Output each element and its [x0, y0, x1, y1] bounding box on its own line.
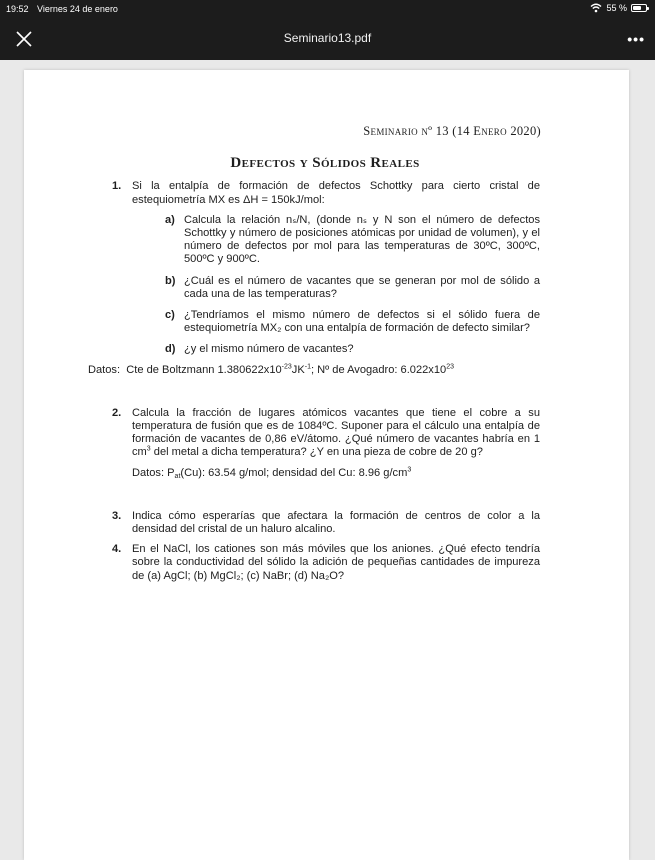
status-date: Viernes 24 de enero	[37, 4, 118, 14]
question-text: Calcula la fracción de lugares atómicos vacantes que tiene el cobre a su temperatura de fusión que es de 1084ºC. Suponer para el cálculo una entalpía de formación de vacantes de 0,86 eV/átomo. ¿Qué número de vacantes habría en 1 cm	[132, 406, 540, 459]
question-1a	[110, 214, 540, 267]
data-subscript: at	[174, 472, 181, 480]
question-1	[110, 180, 540, 206]
question-1c	[110, 309, 540, 335]
boltzmann-unit-exponent: -1	[304, 362, 311, 370]
battery-percent: 55 %	[606, 3, 627, 13]
document-title: Seminario13.pdf	[283, 31, 372, 45]
page-title: Defectos y Sólidos Reales	[230, 155, 420, 172]
question-3	[110, 510, 540, 536]
question-number: 4.	[112, 543, 122, 556]
question-number: 1.	[112, 180, 122, 193]
sub-label: c)	[165, 309, 175, 322]
question-text-cont: del metal a dicha temperatura? ¿Y en una pieza de cobre de 20 g?	[150, 446, 483, 459]
question-text: En el NaCl, los cationes son más móviles que los aniones. ¿Qué efecto tendría sobre la conductividad del sólido la adición de pequeñas cantidades de impureza de (a) AgCl; (b) MgCl₂; (c) NaBr; (d) Na₂O?	[132, 543, 540, 582]
question-1b	[110, 275, 540, 301]
question-4	[110, 543, 540, 583]
more-options-button[interactable]: •••	[627, 31, 645, 47]
viewer-toolbar	[0, 18, 655, 60]
boltzmann-unit: JK	[291, 363, 305, 376]
question-2-data	[110, 467, 540, 481]
question-1-data	[88, 364, 540, 377]
avogadro-number: ; Nº de Avogadro: 6.022x10	[310, 363, 447, 376]
data-exponent: 3	[407, 465, 412, 473]
boltzmann-exponent: -23	[281, 362, 292, 370]
question-text: Indica cómo esperarías que afectara la formación de centros de color a la densidad del cristal de un haluro alcalino.	[132, 509, 540, 536]
sub-label: b)	[165, 274, 176, 287]
status-right	[590, 3, 647, 13]
document-content	[88, 124, 541, 583]
sub-text: ¿Cuál es el número de vacantes que se generan por mol de sólido a cada una de las temperaturas?	[184, 274, 540, 300]
boltzmann-constant: Cte de Boltzmann 1.380622x10	[126, 363, 282, 376]
sub-text: ¿y el mismo número de vacantes?	[184, 343, 354, 356]
battery-icon	[631, 4, 647, 12]
question-text: Si la entalpía de formación de defectos Schottky para cierto cristal de estequiometría MX es ΔH = 150kJ/mol:	[132, 180, 540, 206]
sub-label: d)	[165, 343, 176, 356]
wifi-icon	[590, 3, 602, 13]
sub-text: Calcula la relación nₛ/N, (donde nₛ y N son el número de defectos Schottky y número de posiciones atómicas por unidad de volumen), y el número de defectos por mol para las temperaturas de 30ºC, 300ºC, 500ºC y 900ºC.	[184, 213, 540, 266]
status-left	[6, 4, 124, 14]
question-1d	[110, 343, 540, 356]
question-text-exponent: 3	[146, 445, 151, 453]
avogadro-exponent: 23	[446, 362, 454, 370]
question-number: 3.	[112, 509, 122, 522]
data-text-cont: (Cu): 63.54 g/mol; densidad del Cu: 8.96 g/cm	[180, 466, 408, 479]
data-label: Datos:	[88, 363, 121, 376]
question-2	[110, 407, 540, 460]
pdf-page[interactable]	[24, 70, 629, 860]
sub-text: ¿Tendríamos el mismo número de defectos si el sólido fuera de estequiometría MX₂ con una entalpía de formación de defecto similar?	[184, 309, 540, 335]
sub-label: a)	[165, 213, 175, 226]
question-number: 2.	[112, 406, 122, 419]
seminar-header: Seminario nº 13 (14 Enero 2020)	[363, 124, 541, 138]
status-bar	[0, 0, 655, 18]
data-text: Datos: P	[132, 466, 175, 479]
status-time: 19:52	[6, 4, 29, 14]
